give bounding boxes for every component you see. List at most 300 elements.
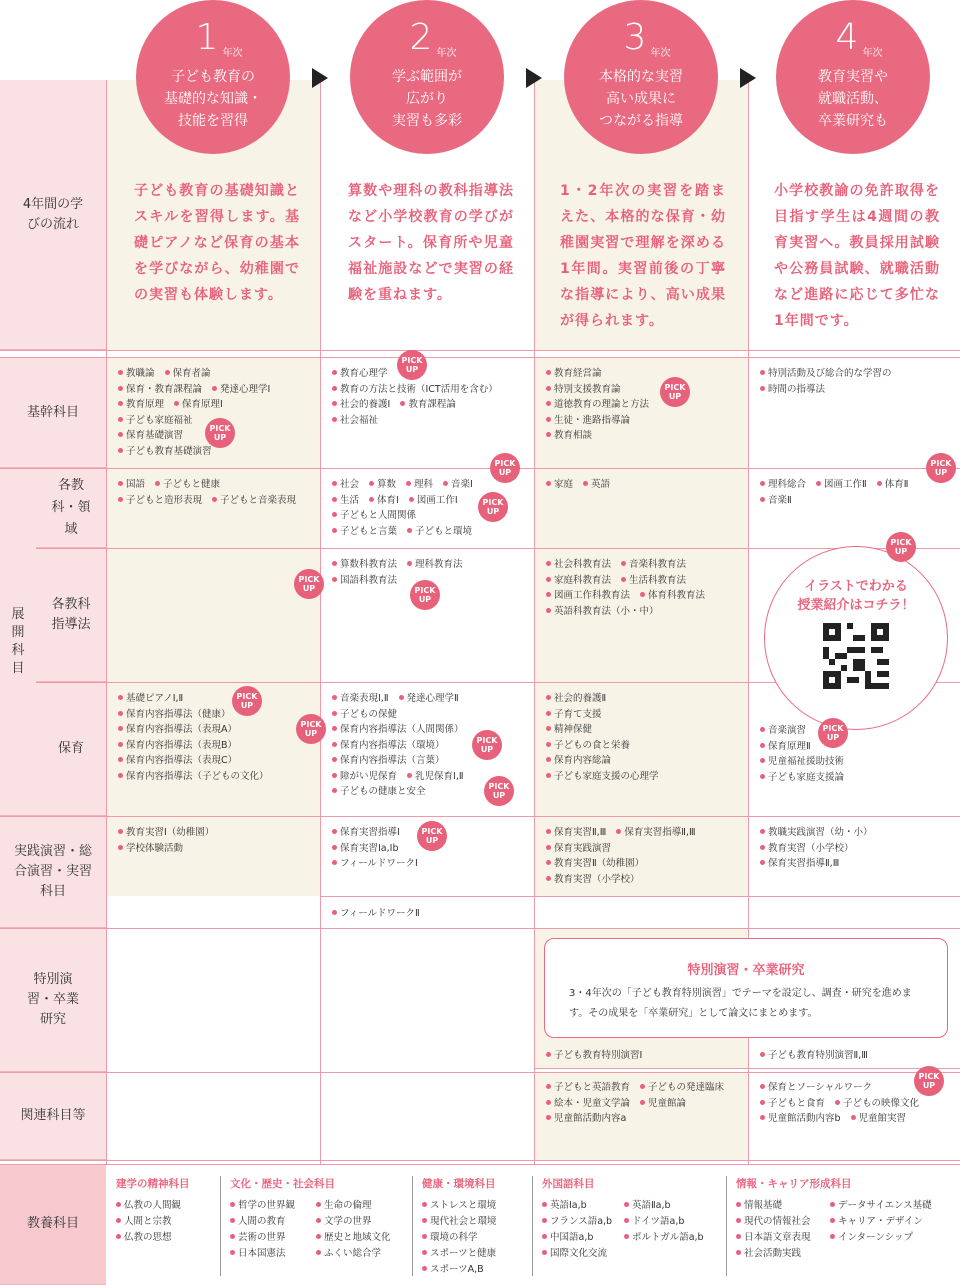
year2-num: 2	[409, 17, 433, 58]
subject-item: 児童館活動内容a	[546, 1111, 626, 1127]
kakukyoka-y1	[106, 471, 320, 508]
subject-item: 教育実習Ⅱ（幼稚園）	[546, 856, 644, 872]
subject-item: 保育原理Ⅰ	[174, 397, 223, 413]
hline-i	[534, 1068, 960, 1069]
kyoyo-group-4	[542, 1176, 732, 1259]
kyoyo-item: 英語Ⅰa,b	[542, 1198, 587, 1214]
subject-row	[332, 524, 534, 540]
year1-suffix: 年次	[222, 48, 243, 59]
subject-row	[118, 477, 320, 493]
kyoyo-item: 現代社会と環境	[422, 1214, 497, 1230]
subject-item: 保育内容指導法（言葉）	[332, 753, 445, 769]
subject-item: 子どもと音楽表現	[212, 493, 296, 509]
subject-item: 教育相談	[546, 428, 592, 444]
subject-row	[118, 753, 320, 769]
hline-k	[0, 1160, 960, 1161]
subject-item: 時間の指導法	[760, 382, 825, 398]
subject-item: 音楽Ⅱ	[760, 493, 792, 509]
year1-title-2: 基礎的な知識・	[164, 91, 262, 107]
kyoyo-item: ふくい総合学	[316, 1246, 381, 1262]
kyoyo-group-2-list-b	[316, 1198, 401, 1262]
subject-item: 保育内容指導法（表現C）	[118, 753, 237, 769]
year4-title-3: 卒業研究も	[818, 113, 888, 129]
subject-row	[332, 722, 534, 738]
kikan-y2	[320, 360, 534, 428]
subject-row	[760, 493, 960, 509]
subject-item: 保育内容総論	[546, 753, 611, 769]
subject-row	[760, 841, 960, 857]
subject-item: 児童館実習	[851, 1111, 907, 1127]
header-kikan	[0, 358, 106, 468]
shidoho-y3	[534, 551, 748, 619]
kikan-y3	[534, 360, 748, 444]
subject-item: 子どもの映像文化	[835, 1096, 919, 1112]
subject-row	[332, 397, 534, 413]
subject-item: 教育実習Ⅰ（幼稚園）	[118, 825, 214, 841]
subject-row	[546, 428, 748, 444]
subject-item: 学校体験活動	[118, 841, 183, 857]
kyoyo-item: 人間と宗教	[116, 1214, 172, 1230]
subject-row	[546, 413, 748, 429]
subject-item: 英語	[583, 477, 610, 493]
jissen-y1	[106, 819, 320, 856]
subject-row	[760, 825, 960, 841]
subject-row	[118, 769, 320, 785]
header-flow	[0, 80, 106, 350]
vline-2	[534, 80, 535, 1164]
subject-item: 子どもと環境	[407, 524, 472, 540]
subject-row	[546, 1096, 748, 1112]
subject-row	[760, 1111, 960, 1127]
pickup-badge[interactable]: PICK UP	[410, 580, 440, 610]
header-kanren-text: 関連科目等	[20, 1107, 86, 1123]
header-shidoho-text: 各教科指導法	[51, 596, 91, 632]
subject-item: 保育原理Ⅱ	[760, 739, 811, 755]
subject-row	[118, 397, 320, 413]
subject-item: 算数科教育法	[332, 557, 397, 573]
subject-row	[760, 382, 960, 398]
pickup-badge[interactable]: PICK UP	[478, 492, 508, 522]
subject-item: 児童福祉援助技術	[760, 754, 844, 770]
header-hoiku	[36, 682, 106, 816]
kyoyo-item: フランス語a,b	[542, 1214, 612, 1230]
kyoyo-sep	[726, 1176, 727, 1276]
subject-item: 教育原理	[118, 397, 164, 413]
subject-item: 児童館活動内容b	[760, 1111, 841, 1127]
pickup-badge[interactable]: PICK UP	[818, 718, 848, 748]
kyoyo-item: ストレスと環境	[422, 1198, 496, 1214]
subject-item: 社会的養護Ⅰ	[332, 397, 390, 413]
subject-row	[118, 691, 320, 707]
year1-title-3: 技能を習得	[178, 113, 248, 129]
kyoyo-item: 日本国憲法	[230, 1246, 286, 1262]
kyoyo-item: データサイエンス基礎	[830, 1198, 932, 1214]
subject-row	[332, 691, 534, 707]
subject-row	[118, 738, 320, 754]
subject-item: 体育Ⅰ	[369, 493, 399, 509]
kyoyo-group-4-list-b	[624, 1198, 714, 1246]
kyoyo-sep	[220, 1176, 221, 1276]
subject-item: 子どもと言葉	[332, 524, 397, 540]
hoiku-y1	[106, 685, 320, 784]
subject-item: 社会	[332, 477, 359, 493]
subject-item: 教育実習（小学校）	[546, 872, 640, 888]
year1-num: 1	[195, 17, 219, 58]
kyoyo-item: 英語Ⅱa,b	[624, 1198, 671, 1214]
kyoyo-group-3-list	[422, 1198, 532, 1278]
kyoyo-item: 仏教の思想	[116, 1230, 172, 1246]
subject-item: 子どもと健康	[155, 477, 220, 493]
arrow-icon	[740, 68, 756, 88]
tokubetsu-y4-item: 子ども教育特別演習Ⅱ,Ⅲ	[760, 1048, 868, 1064]
header-hoiku-text: 保育	[57, 740, 84, 756]
subject-item: 児童館論	[640, 1096, 686, 1112]
pickup-badge[interactable]: PICK UP	[294, 569, 324, 599]
subject-row	[546, 477, 748, 493]
fieldwork2-item: フィールドワークⅡ	[332, 906, 420, 922]
bg-s1	[106, 548, 320, 682]
subject-row	[760, 754, 960, 770]
hline-g	[320, 896, 960, 897]
subject-row	[332, 856, 534, 872]
subject-row	[546, 825, 748, 841]
year2-title-2: 広がり	[406, 91, 448, 107]
subject-row	[118, 493, 320, 509]
kyoyo-group-5-title: 情報・キャリア形成科目	[736, 1178, 852, 1190]
subject-item: 子どもの発達臨床	[640, 1080, 724, 1096]
kyoyo-group-3	[422, 1176, 532, 1278]
year1-circle	[136, 0, 290, 154]
subject-item: 子どもと造形表現	[118, 493, 202, 509]
kyoyo-item: 環境の科学	[422, 1230, 478, 1246]
pickup-badge[interactable]: PICK UP	[484, 776, 514, 806]
arrow-icon	[312, 68, 328, 88]
subject-row	[546, 382, 748, 398]
subject-row	[546, 588, 748, 604]
pickup-badge[interactable]: PICK UP	[296, 714, 326, 744]
kyoyo-item: 芸術の世界	[230, 1230, 286, 1246]
vline-0	[106, 80, 107, 1164]
subject-item: 保育内容指導法（表現A）	[118, 722, 237, 738]
qr-callout[interactable]	[764, 546, 948, 730]
subject-row	[760, 739, 960, 755]
subject-item: 特別活動及び総合的な学習の	[760, 366, 892, 382]
kyoyo-item: 仏教の人間観	[116, 1198, 181, 1214]
vline-1	[320, 80, 321, 1164]
subject-item: 子どもの健康と安全	[332, 784, 426, 800]
pickup-badge[interactable]: PICK UP	[397, 350, 427, 380]
kyoyo-group-5	[736, 1176, 956, 1259]
hline-j	[0, 1072, 960, 1073]
subject-item: 国語	[118, 477, 145, 493]
subject-row	[118, 825, 320, 841]
kyoyo-item: 中国語a,b	[542, 1230, 593, 1246]
subject-item: 発達心理学Ⅱ	[399, 691, 459, 707]
subject-row	[332, 738, 534, 754]
subject-row	[546, 872, 748, 888]
subject-row	[332, 413, 534, 429]
kyoyo-item: 歴史と地域文化	[316, 1230, 391, 1246]
subject-row	[118, 707, 320, 723]
subject-item: 国語科教育法	[332, 573, 397, 589]
year4-title-1: 教育実習や	[818, 69, 888, 85]
subject-row	[546, 841, 748, 857]
subject-row	[546, 366, 748, 382]
subject-item: 保育内容指導法（子どもの文化）	[118, 769, 269, 785]
subject-item: フィールドワークⅠ	[332, 856, 418, 872]
kyoyo-item: 人間の教育	[230, 1214, 286, 1230]
subject-item: 英語科教育法（小・中）	[546, 604, 659, 620]
jissen-y4	[748, 819, 960, 872]
subject-item: 生活科教育法	[621, 573, 686, 589]
subject-row	[118, 722, 320, 738]
kyoyo-item: スポーツと健康	[422, 1246, 496, 1262]
subject-item: 障がい児保育	[332, 769, 397, 785]
subject-item: 基礎ピアノⅠ,Ⅱ	[118, 691, 183, 707]
kyoyo-item: 生命の倫理	[316, 1198, 372, 1214]
hline-c	[0, 468, 960, 469]
kyoyo-item: ポルトガル語a,b	[624, 1230, 704, 1246]
subject-row	[118, 366, 320, 382]
year2-title-3: 実習も多彩	[392, 113, 462, 129]
kyoyo-group-4-title: 外国語科目	[542, 1178, 595, 1190]
subject-row	[760, 1096, 960, 1112]
subject-item: 保育実習指導Ⅱ,Ⅲ	[760, 856, 839, 872]
subject-item: 音楽演習	[760, 723, 806, 739]
kyoyo-item: キャリア・デザイン	[830, 1214, 923, 1230]
pickup-badge[interactable]: PICK UP	[926, 453, 956, 483]
subject-item: 家庭科教育法	[546, 573, 611, 589]
subject-item: 教育心理学	[332, 366, 388, 382]
subject-item: 家庭	[546, 477, 573, 493]
subject-item: 教育の方法と技術（ICT活用を含む）	[332, 382, 498, 398]
year4-num: 4	[835, 17, 859, 58]
subject-item: 音楽表現Ⅰ,Ⅱ	[332, 691, 389, 707]
year1-desc: 子ども教育の基礎知識とスキルを習得します。基礎ピアノなど保育の基本を学びながら、幼稚園での実習も体験します。	[134, 183, 300, 303]
header-jissen-text: 実践演習・総合演習・実習科目	[14, 843, 93, 899]
header-kyoyo	[0, 1164, 106, 1285]
subject-item: 理科教育法	[407, 557, 463, 573]
subject-row	[332, 753, 534, 769]
kyoyo-group-2	[230, 1176, 410, 1259]
kyoyo-sep	[412, 1176, 413, 1276]
subject-item: 特別支援教育論	[546, 382, 621, 398]
header-kakukyoka	[36, 468, 106, 548]
subject-item: 子どもと食育	[760, 1096, 825, 1112]
pickup-badge[interactable]: PICK UP	[914, 1066, 944, 1096]
subject-item: 子どもの食と栄養	[546, 738, 630, 754]
subject-item: 道徳教育の理論と方法	[546, 397, 649, 413]
header-jissen	[0, 816, 106, 928]
subject-item: 保育基礎演習	[118, 428, 183, 444]
kyoyo-group-2-title: 文化・歴史・社会科目	[230, 1178, 335, 1190]
subject-item: 音楽Ⅰ	[443, 477, 473, 493]
header-kanren	[0, 1072, 106, 1160]
fieldwork2	[320, 900, 620, 922]
subject-item: 乳児保育Ⅰ,Ⅱ	[407, 769, 464, 785]
kyoyo-sep	[532, 1176, 533, 1276]
subject-item: 子ども教育基礎演習	[118, 444, 212, 460]
kyoyo-item: 現代の情報社会	[736, 1214, 811, 1230]
subject-item: 社会福祉	[332, 413, 378, 429]
subject-item: 子ども家庭支援の心理学	[546, 769, 659, 785]
tokubetsu-y3-item: 子ども教育特別演習Ⅰ	[546, 1048, 642, 1064]
subject-item: 絵本・児童文学論	[546, 1096, 630, 1112]
kyoyo-group-1	[116, 1176, 216, 1246]
hline-d	[36, 548, 960, 549]
subject-item: 保育実習Ⅱ,Ⅲ	[546, 825, 606, 841]
year3-suffix: 年次	[650, 48, 671, 59]
subject-row	[546, 753, 748, 769]
subject-item: 教職論	[118, 366, 155, 382]
hline-l	[0, 1164, 960, 1165]
kanren-y3	[534, 1074, 748, 1127]
kyoyo-group-1-list	[116, 1198, 216, 1246]
hline-a	[0, 350, 960, 351]
year3-title-3: つながる指導	[599, 113, 683, 129]
year3-num: 3	[623, 17, 647, 58]
subject-row	[546, 557, 748, 573]
hline-b	[0, 357, 960, 358]
subject-row	[546, 573, 748, 589]
subject-item: 子ども家庭支援論	[760, 770, 844, 786]
subject-row	[760, 770, 960, 786]
header-kakukyoka-text: 各教科・領域	[51, 477, 91, 537]
pickup-badge[interactable]: PICK UP	[490, 453, 520, 483]
year3-desc: 1・2年次の実習を踏まえた、本格的な保育・幼稚園実習で理解を深める1年間。実習前後の丁寧な指導により、高い成果が得られます。	[560, 183, 726, 329]
subject-item: 音楽科教育法	[621, 557, 686, 573]
hoiku-y3	[534, 685, 748, 784]
kyoyo-group-2-list-a	[230, 1198, 305, 1262]
subject-item: 社会科教育法	[546, 557, 611, 573]
subject-row	[118, 382, 320, 398]
subject-row	[546, 769, 748, 785]
year2-desc: 算数や理科の教科指導法など小学校教育の学びがスタート。保育所や児童福祉施設などで実習の経験を重ねます。	[348, 183, 514, 303]
tokubetsu-title: 特別演習・卒業研究	[687, 963, 805, 978]
subject-item: 子どもと英語教育	[546, 1080, 630, 1096]
subject-row	[760, 856, 960, 872]
subject-item: 教育課程論	[400, 397, 456, 413]
subject-row	[546, 1111, 748, 1127]
year2-circle	[350, 0, 504, 154]
pickup-badge[interactable]: PICK UP	[660, 377, 690, 407]
pickup-badge[interactable]: PICK UP	[886, 532, 916, 562]
jissen-y3	[534, 819, 748, 887]
subject-row	[332, 557, 534, 573]
subject-row	[546, 738, 748, 754]
kyoyo-item: 日本語文章表現	[736, 1230, 811, 1246]
subject-item: 保育実習指導Ⅰ	[332, 825, 400, 841]
header-flow-text: 4年間の学びの流れ	[22, 196, 84, 232]
subject-item: 理科	[406, 477, 433, 493]
pickup-badge[interactable]: PICK UP	[417, 821, 447, 851]
subject-row	[546, 722, 748, 738]
subject-item: 生徒・進路指導論	[546, 413, 630, 429]
kyoyo-group-1-title: 建学の精神科目	[116, 1178, 190, 1190]
tokubetsu-box	[544, 938, 948, 1038]
subject-item: 図画工作Ⅱ	[816, 477, 867, 493]
subject-item: 算数	[369, 477, 396, 493]
tokubetsu-y4	[748, 1042, 960, 1064]
header-tenkai-text: 展開科目	[11, 606, 25, 676]
subject-row	[546, 856, 748, 872]
subject-item: 理科総合	[760, 477, 806, 493]
header-kikan-text: 基幹科目	[26, 404, 79, 420]
kyoyo-item: ドイツ語a,b	[624, 1214, 684, 1230]
subject-item: 図画工作Ⅰ	[409, 493, 458, 509]
kyoyo-item: 社会活動実践	[736, 1246, 801, 1262]
qr-text-2: 授業紹介はコチラ！	[797, 598, 915, 613]
kyoyo-group-3-title: 健康・環境科目	[422, 1178, 496, 1190]
header-tenkai	[0, 468, 36, 816]
subject-row	[332, 366, 534, 382]
subject-item: 子どもと人間関係	[332, 508, 416, 524]
subject-item: 社会的養護Ⅱ	[546, 691, 606, 707]
kyoyo-item: スポーツA,B	[422, 1262, 484, 1278]
kyoyo-group-5-list-a	[736, 1198, 821, 1262]
subject-item: 生活	[332, 493, 359, 509]
subject-item: 図画工作科教育法	[546, 588, 630, 604]
header-tokubetsu	[0, 928, 106, 1072]
subject-row	[760, 366, 960, 382]
subject-item: 教育実習（小学校）	[760, 841, 854, 857]
subject-row	[546, 397, 748, 413]
kyoyo-item: 情報基礎	[736, 1198, 782, 1214]
kyoyo-item: 哲学の世界観	[230, 1198, 295, 1214]
subject-item: 保育実践演習	[546, 841, 611, 857]
year3-title-1: 本格的な実習	[599, 69, 683, 85]
header-tokubetsu-text: 特別演習・卒業研究	[26, 971, 79, 1027]
subject-item: 子育て支援	[546, 707, 602, 723]
header-shidoho	[36, 548, 106, 682]
subject-row	[546, 604, 748, 620]
tokubetsu-y3	[534, 1042, 748, 1064]
subject-row	[332, 382, 534, 398]
qr-text-1: イラストでわかる	[804, 579, 908, 594]
year1-title-1: 子ども教育の	[171, 69, 255, 85]
subject-item: 子どもの保健	[332, 707, 397, 723]
year4-title-2: 就職活動、	[818, 91, 888, 107]
tokubetsu-text: 3・4年次の「子ども教育特別演習」でテーマを設定し、調査・研究を進めます。その成果を「卒業研究」として論文にまとめます。	[569, 988, 912, 1019]
subject-item: 体育Ⅱ	[877, 477, 909, 493]
subject-row	[546, 1080, 748, 1096]
subject-item: 保育内容指導法（環境）	[332, 738, 445, 754]
pickup-badge[interactable]: PICK UP	[205, 418, 235, 448]
subject-row	[546, 707, 748, 723]
year2-title-1: 学ぶ範囲が	[392, 69, 462, 85]
subject-row	[760, 477, 960, 493]
year4-suffix: 年次	[862, 48, 883, 59]
subject-item: 教育経営論	[546, 366, 602, 382]
subject-item: 保育内容指導法（健康）	[118, 707, 231, 723]
subject-item: 保育者論	[165, 366, 211, 382]
kyoyo-item: インターンシップ	[830, 1230, 913, 1246]
subject-item: 精神保健	[546, 722, 592, 738]
subject-item: 保育内容指導法（人間関係）	[332, 722, 464, 738]
subject-row	[546, 691, 748, 707]
kakukyoka-y3	[534, 471, 748, 493]
kyoyo-item: 文学の世界	[316, 1214, 372, 1230]
year3-circle	[564, 0, 718, 154]
header-kyoyo-text: 教養科目	[26, 1216, 79, 1231]
subject-item: 発達心理学Ⅰ	[212, 382, 270, 398]
qr-code-icon[interactable]	[823, 623, 889, 689]
year2-suffix: 年次	[436, 48, 457, 59]
pickup-badge[interactable]: PICK UP	[232, 686, 262, 716]
year3-title-2: 高い成果に	[606, 91, 676, 107]
hline-f	[0, 816, 960, 817]
pickup-badge[interactable]: PICK UP	[472, 730, 502, 760]
